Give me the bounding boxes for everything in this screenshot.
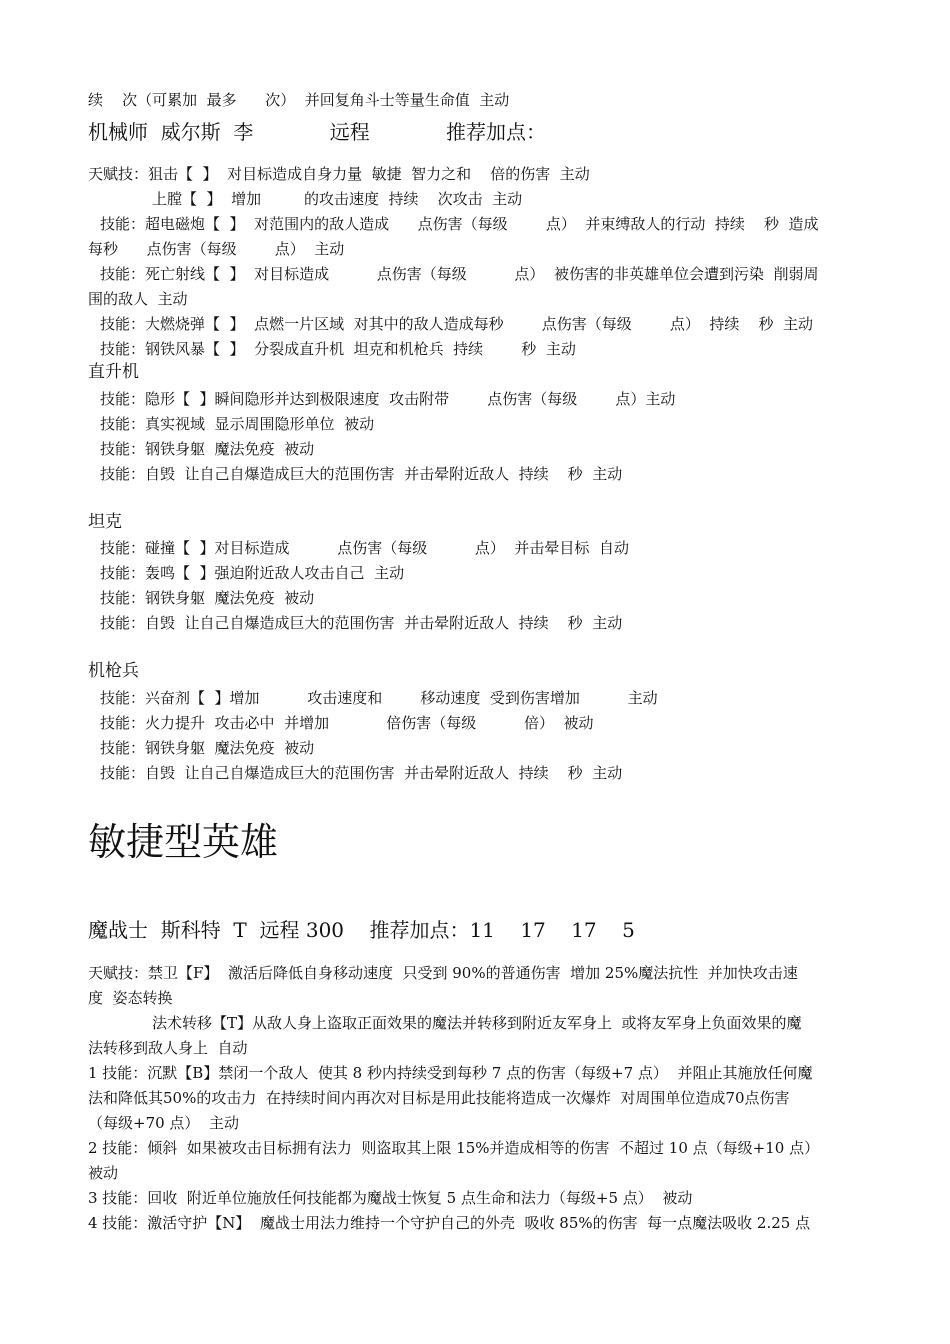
text-line: 技能：隐形【 】瞬间隐形并达到极限速度 攻击附带 点伤害（每级 点）主动 bbox=[100, 390, 676, 408]
text-line: 法术转移【T】从敌人身上盗取正面效果的魔法并转移到附近友军身上 或将友军身上负面效果的魔 bbox=[152, 1014, 802, 1032]
text-line: 技能：自毁 让自己自爆造成巨大的范围伤害 并击晕附近敌人 持续 秒 主动 bbox=[100, 614, 623, 632]
text-line: 技能：真实视域 显示周围隐形单位 被动 bbox=[100, 415, 375, 433]
sub-heading: 直升机 bbox=[88, 362, 139, 382]
text-line: 2 技能：倾斜 如果被攻击目标拥有法力 则盗取其上限 15%并造成相等的伤害 不超过 10 点（每级+10 点） bbox=[88, 1139, 820, 1157]
text-line: 技能：钢铁身躯 魔法免疫 被动 bbox=[100, 589, 315, 607]
text-line: 技能：自毁 让自己自爆造成巨大的范围伤害 并击晕附近敌人 持续 秒 主动 bbox=[100, 465, 623, 483]
text-line: 天赋技：狙击【 】 对目标造成自身力量 敏捷 智力之和 倍的伤害 主动 bbox=[88, 165, 590, 183]
text-line: 技能：钢铁风暴【 】 分裂成直升机 坦克和机枪兵 持续 秒 主动 bbox=[100, 340, 576, 358]
text-line: 法和降低其50%的攻击力 在持续时间内再次对目标是用此技能将造成一次爆炸 对周围单位造成70点伤害 bbox=[88, 1089, 790, 1107]
text-line: 4 技能：激活守护【N】 魔战士用法力维持一个守护自己的外壳 吸收 85%的伤害 每一点魔法吸收 2.25 点 bbox=[88, 1214, 811, 1232]
text-line: 技能：火力提升 攻击必中 并增加 倍伤害（每级 倍） 被动 bbox=[100, 714, 594, 732]
text-line: 技能：超电磁炮【 】 对范围内的敌人造成 点伤害（每级 点） 并束缚敌人的行动 持续 秒 造成 bbox=[100, 215, 819, 233]
text-line: 3 技能：回收 附近单位施放任何技能都为魔战士恢复 5 点生命和法力（每级+5 点） 被动 bbox=[88, 1189, 693, 1207]
text-line: 技能：死亡射线【 】 对目标造成 点伤害（每级 点） 被伤害的非英雄单位会遭到污染 削弱周 bbox=[100, 265, 819, 283]
text-line: 技能：自毁 让自己自爆造成巨大的范围伤害 并击晕附近敌人 持续 秒 主动 bbox=[100, 764, 623, 782]
text-line: 天赋技：禁卫【F】 激活后降低自身移动速度 只受到 90%的普通伤害 增加 25%魔法抗性 并加快攻击速 bbox=[88, 964, 798, 982]
text-line: 每秒 点伤害（每级 点） 主动 bbox=[88, 240, 345, 258]
hero-heading: 魔战士 斯科特 T 远程 300 推荐加点：11 17 17 5 bbox=[88, 918, 635, 942]
text-line: 技能：大燃烧弹【 】 点燃一片区域 对其中的敌人造成每秒 点伤害（每级 点） 持续 秒 主动 bbox=[100, 315, 814, 333]
text-line: 度 姿态转换 bbox=[88, 989, 173, 1007]
hero-heading: 机械师 威尔斯 李 远程 推荐加点： bbox=[88, 120, 547, 144]
section-title: 敏捷型英雄 bbox=[88, 820, 279, 864]
text-line: 被动 bbox=[88, 1164, 119, 1182]
text-line: 围的敌人 主动 bbox=[88, 290, 188, 308]
sub-heading: 坦克 bbox=[88, 512, 122, 532]
text-line: 技能：钢铁身躯 魔法免疫 被动 bbox=[100, 739, 315, 757]
text-line: 上膛【 】 增加 的攻击速度 持续 次攻击 主动 bbox=[152, 190, 523, 208]
sub-heading: 机枪兵 bbox=[88, 661, 139, 681]
text-line: 技能：钢铁身躯 魔法免疫 被动 bbox=[100, 440, 315, 458]
text-line: 续 次（可累加 最多 次） 并回复角斗士等量生命值 主动 bbox=[88, 91, 510, 109]
text-line: 技能：轰鸣【 】强迫附近敌人攻击自己 主动 bbox=[100, 564, 405, 582]
text-line: 法转移到敌人身上 自动 bbox=[88, 1039, 248, 1057]
text-line: （每级+70 点） 主动 bbox=[88, 1114, 239, 1132]
text-line: 技能：兴奋剂【 】增加 攻击速度和 移动速度 受到伤害增加 主动 bbox=[100, 689, 658, 707]
text-line: 1 技能：沉默【B】禁闭一个敌人 使其 8 秒内持续受到每秒 7 点的伤害（每级+7 点） 并阻止其施放任何魔 bbox=[88, 1064, 813, 1082]
text-line: 技能：碰撞【 】对目标造成 点伤害（每级 点） 并击晕目标 自动 bbox=[100, 539, 629, 557]
